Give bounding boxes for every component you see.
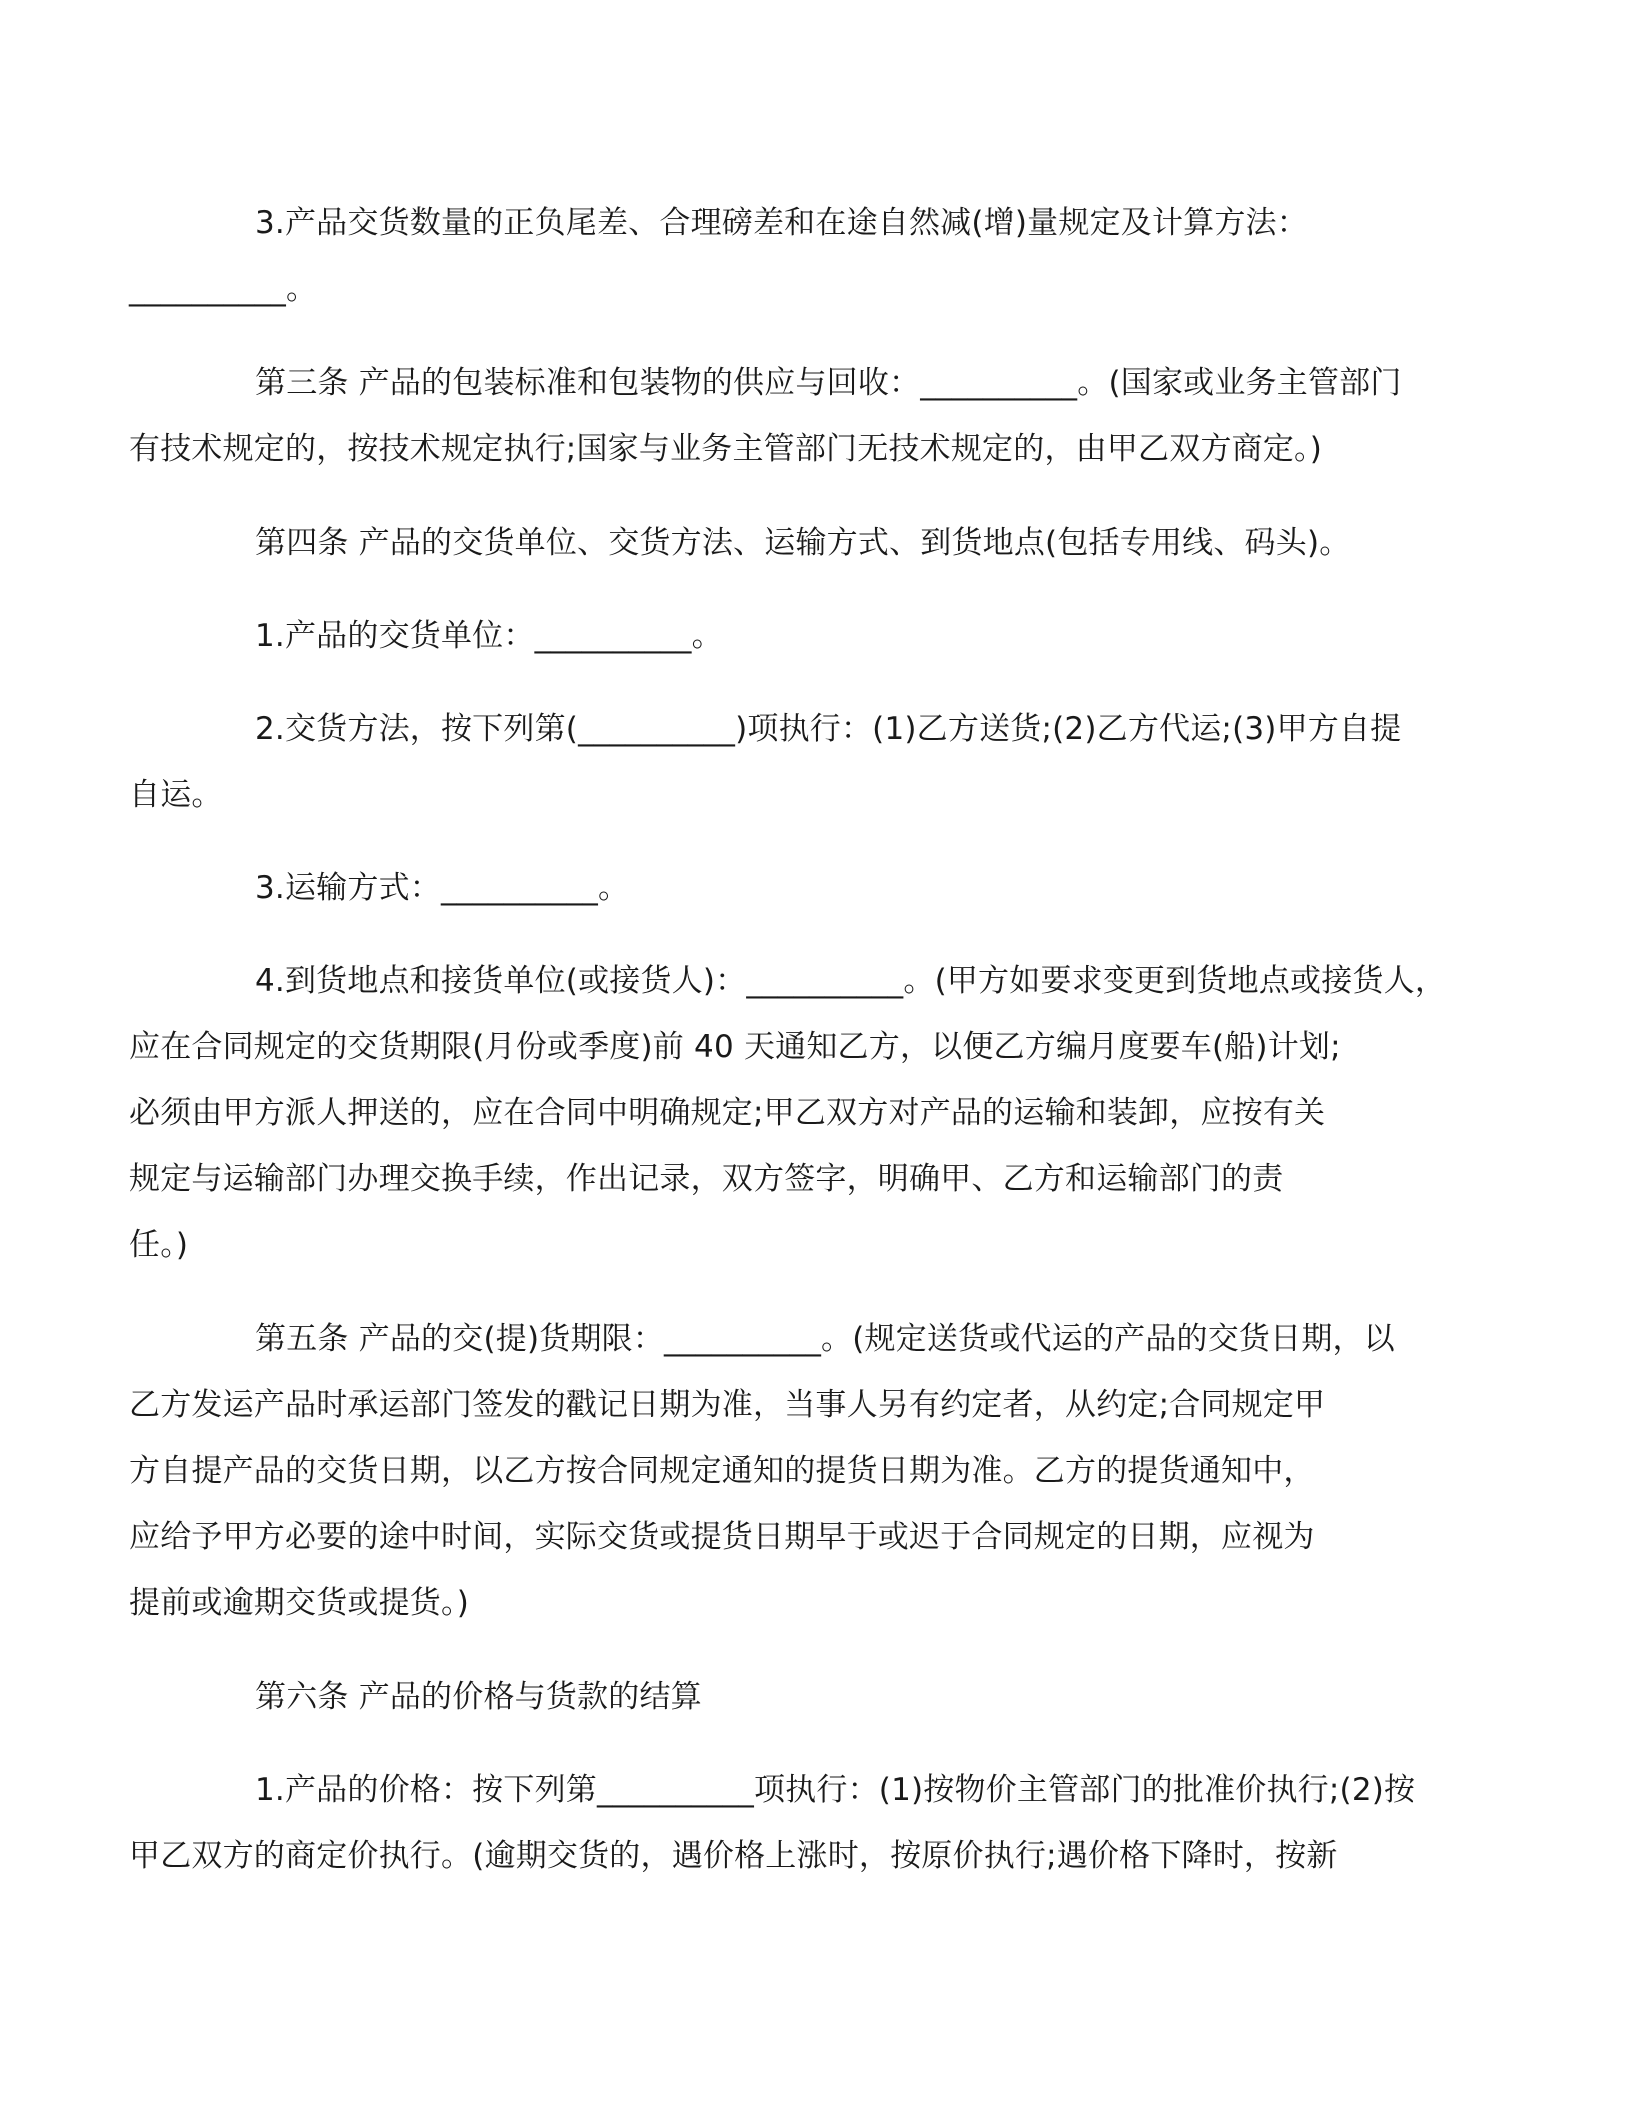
- text-line: 第六条 产品的价格与货款的结算: [255, 1679, 702, 1715]
- text-line: 乙方发运产品时承运部门签发的戳记日期为准，当事人另有约定者，从约定;合同规定甲: [129, 1387, 1326, 1423]
- text-line: 第三条 产品的包装标准和包装物的供应与回收：__________。(国家或业务主管部门: [255, 365, 1402, 401]
- text-line: 3.运输方式：__________。: [255, 870, 630, 906]
- document-body: [129, 190, 1460, 1889]
- text-line: 任。): [129, 1227, 189, 1263]
- text-line: 1.产品的交货单位：__________。: [255, 618, 723, 654]
- clause-6-item-1: [129, 1757, 1460, 1889]
- text-line: 第四条 产品的交货单位、交货方法、运输方式、到货地点(包括专用线、码头)。: [255, 525, 1351, 561]
- text-line: 必须由甲方派人押送的，应在合同中明确规定;甲乙双方对产品的运输和装卸，应按有关: [129, 1095, 1326, 1131]
- text-line: 方自提产品的交货日期，以乙方按合同规定通知的提货日期为准。乙方的提货通知中，: [129, 1453, 1315, 1489]
- text-line: 甲乙双方的商定价执行。(逾期交货的，遇价格上涨时，按原价执行;遇价格下降时，按新: [129, 1838, 1338, 1874]
- clause-2-item-3: [129, 190, 1460, 322]
- text-line: 1.产品的价格：按下列第__________项执行：(1)按物价主管部门的批准价执行;(2)按: [255, 1772, 1416, 1808]
- clause-6-heading: [192, 1664, 1460, 1730]
- text-line: 应给予甲方必要的途中时间，实际交货或提货日期早于或迟于合同规定的日期，应视为: [129, 1519, 1315, 1555]
- clause-5-delivery-period: [129, 1306, 1460, 1636]
- clause-4-heading: [192, 510, 1460, 576]
- text-line: 有技术规定的，按技术规定执行;国家与业务主管部门无技术规定的，由甲乙双方商定。): [129, 431, 1323, 467]
- text-line: 规定与运输部门办理交换手续，作出记录，双方签字，明确甲、乙方和运输部门的责: [129, 1161, 1284, 1197]
- text-line: 第五条 产品的交(提)货期限：__________。(规定送货或代运的产品的交货日期，以: [255, 1321, 1395, 1357]
- text-line: 自运。: [129, 777, 223, 813]
- text-line: 应在合同规定的交货期限(月份或季度)前 40 天通知乙方，以便乙方编月度要车(船)计划;: [129, 1029, 1341, 1065]
- text-line: 提前或逾期交货或提货。): [129, 1585, 469, 1621]
- text-line: 4.到货地点和接货单位(或接货人)：__________。(甲方如要求变更到货地点或接货人，: [255, 963, 1447, 999]
- clause-4-item-2: [129, 696, 1460, 828]
- text-line: __________。: [129, 271, 318, 307]
- text-line: 2.交货方法，按下列第(__________)项执行：(1)乙方送货;(2)乙方代运;(3)甲方自提: [255, 711, 1402, 747]
- clause-4-item-1: [192, 603, 1460, 669]
- clause-4-item-4: [129, 948, 1460, 1278]
- clause-3-packaging: [129, 350, 1460, 482]
- text-line: 3.产品交货数量的正负尾差、合理磅差和在途自然减(增)量规定及计算方法：: [255, 205, 1308, 241]
- clause-4-item-3: [192, 855, 1460, 921]
